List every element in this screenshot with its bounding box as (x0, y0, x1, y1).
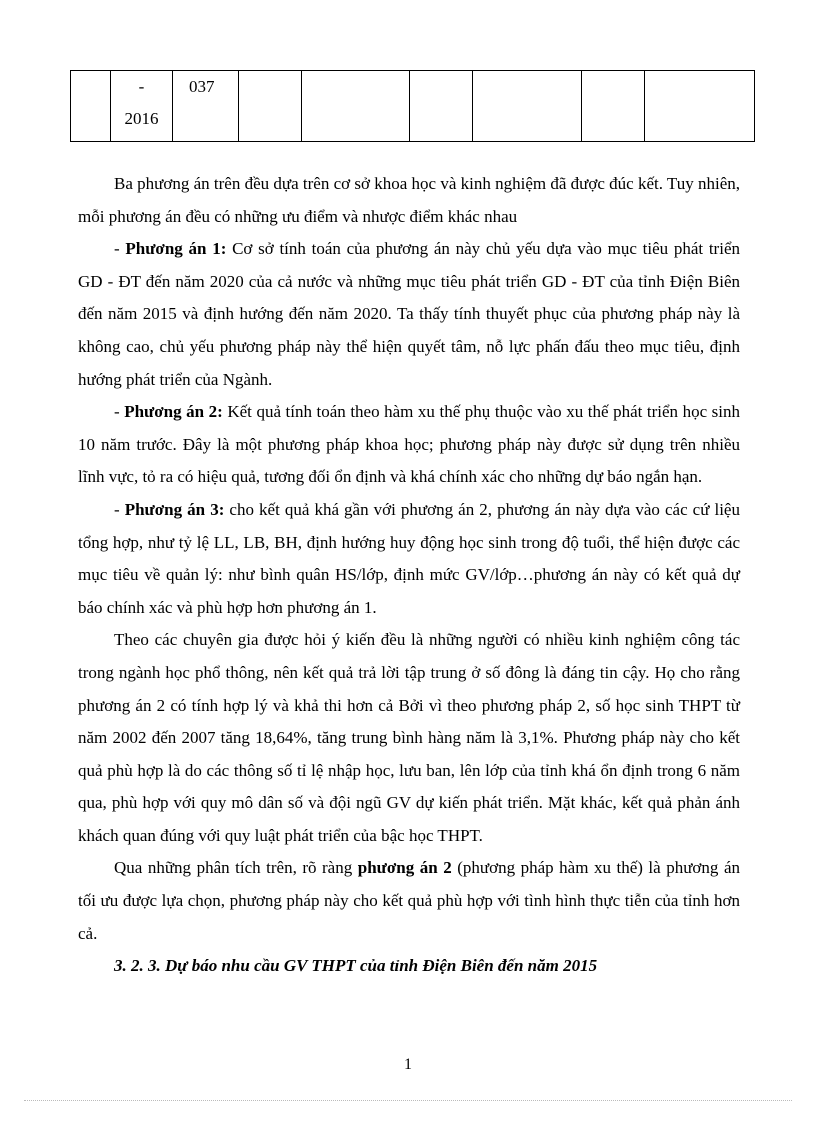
table-cell-year (111, 71, 173, 142)
table-cell (71, 71, 111, 142)
footer-divider (24, 1100, 792, 1101)
dash-prefix: - (114, 239, 126, 259)
section-heading: 3. 2. 3. Dự báo nhu cầu GV THPT của tỉnh Điện Biên đến năm 2015 (114, 956, 598, 976)
option-3-text: cho kết quả khá gần với phương án 2, phương án này dựa vào các cứ liệu tổng hợp, như tỷ lệ LL, LB, BH, định hướng huy động học sinh trong độ tuổi, thể hiện được các mục tiêu về quản lý: như bình quân HS/lớp, định mức GV/lớp…phương án này có kết quả dự báo chính xác và phù hợp hơn phương án 1. (78, 499, 740, 617)
paragraph-option-2 (78, 396, 740, 494)
option-1-text: Cơ sở tính toán của phương án này chủ yếu dựa vào mục tiêu phát triển GD - ĐT đến năm 2020 của cả nước và những mục tiêu phát triển GD - ĐT của tỉnh Điện Biên đến năm 2015 và định hướng đến năm 2020. Ta thấy tính thuyết phục của phương pháp này là không cao, chủ yếu phương pháp này thể hiện quyết tâm, nỗ lực phấn đấu theo mục tiêu, định hướng phát triển của Ngành. (78, 239, 740, 389)
paragraph-intro: Ba phương án trên đều dựa trên cơ sở khoa học và kinh nghiệm đã được đúc kết. Tuy nhiên, mỗi phương án đều có những ưu điểm và nhược điểm khác nhau (78, 174, 740, 226)
body-text (78, 168, 740, 983)
paragraph-option-3 (78, 494, 740, 624)
option-2-label: Phương án 2: (124, 402, 223, 422)
option-1-label: Phương án 1: (125, 239, 227, 259)
conclusion-bold: phương án 2 (357, 858, 452, 878)
conclusion-pre: Qua những phân tích trên, rõ ràng (114, 858, 358, 878)
dash-prefix: - (114, 499, 125, 519)
table-cell (473, 71, 582, 142)
conclusion-post: (phương pháp hàm xu thế) là phương án tối ưu được lựa chọn, phương pháp này cho kết quả phù hợp với tình hình thực tiễn của tỉnh hơn cả. (78, 858, 740, 943)
table-cell (645, 71, 755, 142)
paragraph-experts: Theo các chuyên gia được hỏi ý kiến đều là những người có nhiều kinh nghiệm công tác trong ngành học phổ thông, nên kết quả trả lời tập trung ở số đông là đáng tin cậy. Họ cho rằng phương án 2 có tính hợp lý và khả thi hơn cả Bởi vì theo phương pháp 2, số học sinh THPT từ năm 2002 đến 2007 tăng 18,64%, tăng trung bình hàng năm là 3,1%. Phương pháp này cho kết quả phù hợp là do các thông số tỉ lệ nhập học, lưu ban, lên lớp của tỉnh khá ổn định trong 6 năm qua, phù hợp với quy mô dân số và đội ngũ GV dự kiến phát triển. Mặt khác, kết quả phản ánh khách quan đúng với quy luật phát triển của bậc học THPT. (78, 630, 740, 845)
option-3-label: Phương án 3: (124, 499, 225, 519)
option-2-text: Kết quả tính toán theo hàm xu thế phụ thuộc vào xu thế phát triển học sinh 10 năm trước. Đây là một phương pháp khoa học; phương pháp này được sử dụng trên nhiều lĩnh vực, tỏ ra có hiệu quả, tương đối ổn định và khá chính xác cho những dự báo ngắn hạn. (78, 402, 740, 487)
year-dash: - (138, 77, 145, 96)
table-row (71, 71, 755, 142)
paragraph-conclusion (78, 852, 740, 950)
page-number: 1 (404, 1056, 412, 1073)
table-cell-code: 037 (173, 71, 239, 142)
year-value: 2016 (124, 109, 159, 128)
table-cell (410, 71, 473, 142)
table-cell (582, 71, 645, 142)
data-table-fragment (70, 70, 755, 142)
table-cell (302, 71, 410, 142)
paragraph-option-1 (78, 233, 740, 396)
dash-prefix: - (114, 402, 125, 422)
table-cell (239, 71, 302, 142)
